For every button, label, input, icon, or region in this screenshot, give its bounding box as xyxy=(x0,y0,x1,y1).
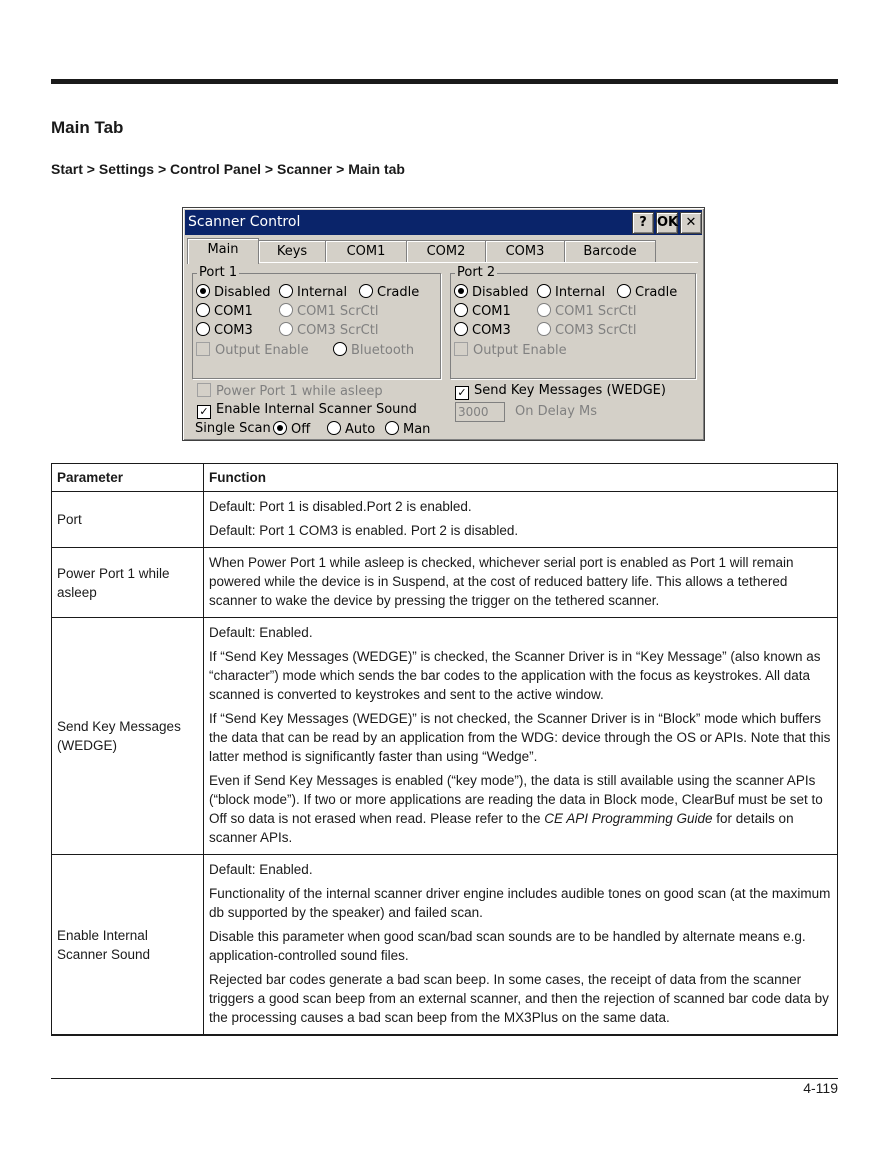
tab-keys[interactable]: Keys xyxy=(258,240,326,262)
tab-com1[interactable]: COM1 xyxy=(325,240,407,262)
port1-label: Port 1 xyxy=(199,265,238,280)
table-row xyxy=(52,618,838,855)
header-function: Function xyxy=(204,464,838,492)
radio-icon xyxy=(359,284,373,298)
radio-icon xyxy=(454,303,468,317)
radio-icon xyxy=(537,284,551,298)
function-cell xyxy=(204,492,838,548)
radio-icon xyxy=(617,284,631,298)
single-scan-off-radio[interactable]: Off xyxy=(273,421,310,437)
page-number: 4-119 xyxy=(803,1080,838,1096)
function-paragraph: Default: Enabled. xyxy=(209,862,313,877)
parameters-table xyxy=(51,463,838,1036)
function-paragraph: Default: Enabled. xyxy=(209,625,313,640)
function-paragraph: If “Send Key Messages (WEDGE)” is not checked, the Scanner Driver is in “Block” mode which buffers the data that can be read by an application from the WDG: device through the OS or APIs. Note that this latter method is significantly faster than using “Wedge”. xyxy=(209,711,831,764)
param-cell: Port xyxy=(52,492,204,548)
header-parameter: Parameter xyxy=(52,464,204,492)
port1-com1-scrctl-radio: COM1 ScrCtl xyxy=(279,303,378,319)
param-cell: Enable Internal Scanner Sound xyxy=(52,855,204,1036)
function-cell xyxy=(204,548,838,618)
radio-icon xyxy=(279,303,293,317)
send-key-messages-checkbox[interactable]: ✓ Send Key Messages (WEDGE) xyxy=(455,383,666,400)
function-paragraph: Disable this parameter when good scan/bad scan sounds are to be handled by alternate means e.g. application-controlled sound files. xyxy=(209,929,806,963)
radio-selected-icon xyxy=(196,284,210,298)
checkbox-icon xyxy=(196,342,210,356)
function-paragraph: Functionality of the internal scanner driver engine includes audible tones on good scan (at the maximum db supported by the speaker) and failed scan. xyxy=(209,886,831,920)
param-cell: Send Key Messages (WEDGE) xyxy=(52,618,204,855)
main-tab-panel xyxy=(187,262,698,437)
page-title: Main Tab xyxy=(51,118,124,137)
tab-main[interactable]: Main xyxy=(187,238,259,264)
radio-icon xyxy=(327,421,341,435)
dialog-title: Scanner Control xyxy=(188,214,301,230)
dialog-titlebar xyxy=(185,210,702,235)
function-paragraph: When Power Port 1 while asleep is checked, whichever serial port is enabled as Port 1 will remain powered while the device is in Suspend, at the cost of reduced battery life. This allows a tethered scanner to wake the device by pressing the trigger on the tethered scanner. xyxy=(209,555,794,608)
port1-cradle-radio[interactable]: Cradle xyxy=(359,284,419,300)
help-button[interactable]: ? xyxy=(632,212,654,234)
checkmark-icon: ✓ xyxy=(197,405,211,419)
radio-icon xyxy=(537,303,551,317)
function-paragraph: Rejected bar codes generate a bad scan beep. In some cases, the receipt of data from the scanner triggers a good scan beep from an external scanner, and then the rejection of scanned bar code data by the processing causes a bad scan beep from the MX3Plus on the same data. xyxy=(209,972,829,1025)
port2-com1-scrctl-radio: COM1 ScrCtl xyxy=(537,303,636,319)
radio-icon xyxy=(454,322,468,336)
port1-output-enable-checkbox: Output Enable xyxy=(196,342,309,358)
scanner-control-dialog xyxy=(182,207,705,441)
port2-cradle-radio[interactable]: Cradle xyxy=(617,284,677,300)
breadcrumb: Start > Settings > Control Panel > Scanner > Main tab xyxy=(51,161,405,177)
function-paragraph: If “Send Key Messages (WEDGE)” is checked, the Scanner Driver is in “Key Message” (also known as “character”) mode which sends the bar codes to the application with the focus as keystrokes. All data scanned is converted to keystrokes and sent to the active window. xyxy=(209,649,821,702)
port2-label: Port 2 xyxy=(457,265,496,280)
checkmark-icon: ✓ xyxy=(455,386,469,400)
table-row xyxy=(52,855,838,1036)
single-scan-man-radio[interactable]: Man xyxy=(385,421,430,437)
table-header-row xyxy=(52,464,838,492)
function-cell xyxy=(204,618,838,855)
radio-selected-icon xyxy=(273,421,287,435)
radio-icon xyxy=(279,284,293,298)
radio-icon xyxy=(385,421,399,435)
top-rule xyxy=(51,79,838,84)
function-paragraph: Default: Port 1 COM3 is enabled. Port 2 is disabled. xyxy=(209,523,519,538)
guide-title: CE API Programming Guide xyxy=(544,811,713,826)
checkbox-icon xyxy=(454,342,468,356)
tab-com2[interactable]: COM2 xyxy=(406,240,486,262)
port2-disabled-radio[interactable]: Disabled xyxy=(454,284,528,300)
table-row xyxy=(52,492,838,548)
port1-group xyxy=(192,265,441,379)
function-cell xyxy=(204,855,838,1036)
port2-group xyxy=(450,265,696,379)
port1-com3-radio[interactable]: COM3 xyxy=(196,322,253,338)
on-delay-label: On Delay Ms xyxy=(515,404,598,419)
close-icon[interactable]: ✕ xyxy=(680,212,702,234)
bottom-rule xyxy=(51,1078,838,1079)
port2-com3-scrctl-radio: COM3 ScrCtl xyxy=(537,322,636,338)
tab-com3[interactable]: COM3 xyxy=(485,240,565,262)
tab-barcode[interactable]: Barcode xyxy=(564,240,656,262)
radio-icon xyxy=(279,322,293,336)
port2-com3-radio[interactable]: COM3 xyxy=(454,322,511,338)
function-paragraph: Default: Port 1 is disabled.Port 2 is enabled. xyxy=(209,499,472,514)
enable-sound-checkbox[interactable]: ✓ Enable Internal Scanner Sound xyxy=(197,402,417,419)
table-row xyxy=(52,548,838,618)
radio-selected-icon xyxy=(454,284,468,298)
radio-icon xyxy=(537,322,551,336)
ok-button[interactable]: OK xyxy=(656,212,678,234)
param-cell: Power Port 1 while asleep xyxy=(52,548,204,618)
on-delay-input: 3000 xyxy=(455,402,505,422)
port1-com3-scrctl-radio: COM3 ScrCtl xyxy=(279,322,378,338)
function-paragraph: Even if Send Key Messages is enabled (“key mode”), the data is still available using the scanner APIs (“block mode”). If two or more applications are reading the data in Block mode, ClearBuf must be set to Off so data is not erased when read. Please refer to the CE API Programming Guide for details on scanner APIs. xyxy=(209,773,823,845)
radio-icon xyxy=(196,303,210,317)
single-scan-auto-radio[interactable]: Auto xyxy=(327,421,375,437)
radio-icon xyxy=(196,322,210,336)
radio-icon xyxy=(333,342,347,356)
port2-internal-radio[interactable]: Internal xyxy=(537,284,605,300)
port1-disabled-radio[interactable]: Disabled xyxy=(196,284,270,300)
port1-bluetooth-radio: Bluetooth xyxy=(333,342,414,358)
port1-internal-radio[interactable]: Internal xyxy=(279,284,347,300)
port2-output-enable-checkbox: Output Enable xyxy=(454,342,567,358)
port1-com1-radio[interactable]: COM1 xyxy=(196,303,253,319)
checkbox-icon xyxy=(197,383,211,397)
port2-com1-radio[interactable]: COM1 xyxy=(454,303,511,319)
power-port-checkbox: Power Port 1 while asleep xyxy=(197,383,383,399)
single-scan-label: Single Scan xyxy=(195,421,271,436)
